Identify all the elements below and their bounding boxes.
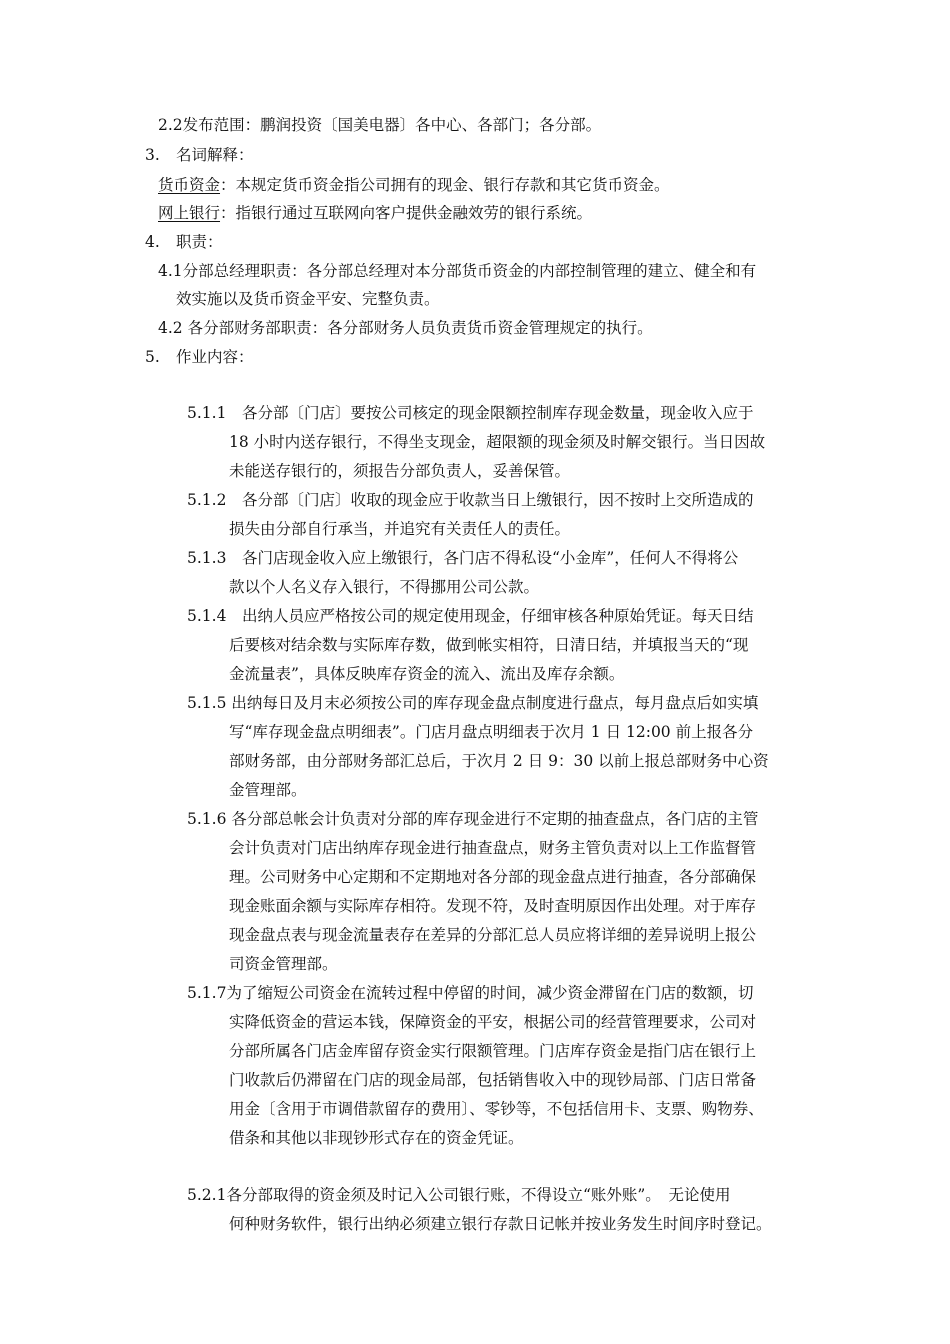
clause-5-1-6-cont: 司资金管理部。 — [229, 955, 338, 973]
clause-5-1-6-cont: 会计负责对门店出纳库存现金进行抽查盘点，财务主管负责对以上工作监督管 — [229, 839, 757, 857]
definition-text: ：本规定货币资金指公司拥有的现金、银行存款和其它货币资金。 — [220, 176, 670, 194]
clause-5-1-5: 5.1.5 出纳每日及月末必须按公司的库存现金盘点制度进行盘点，每月盘点后如实填 — [187, 694, 759, 712]
clause-5-1-7-cont: 实降低资金的营运本钱，保障资金的平安，根据公司的经营管理要求，公司对 — [229, 1013, 757, 1031]
clause-5-1-7-cont: 用金〔含用于市调借款留存的费用〕、零钞等，不包括信用卡、支票、购物券、 — [229, 1100, 764, 1118]
paragraph-line: 4.2 各分部财务部职责：各分部财务人员负责货币资金管理规定的执行。 — [158, 319, 653, 337]
clause-5-1-4-cont: 后要核对结余数与实际库存数，做到帐实相符，日清日结，并填报当天的“现 — [229, 636, 749, 654]
scope-line: 2.2发布范围：鹏润投资〔国美电器〕各中心、各部门；各分部。 — [158, 116, 602, 134]
section-4-number: 4. — [145, 233, 160, 251]
clause-5-1-5-cont: 部财务部，由分部财务部汇总后，于次月 2 日 9：30 以前上报总部财务中心资 — [229, 752, 769, 770]
clause-5-1-4-cont: 金流量表”，具体反映库存资金的流入、流出及库存余额。 — [229, 665, 625, 683]
clause-5-1-1-cont: 18 小时内送存银行，不得坐支现金，超限额的现金须及时解交银行。当日因故 — [229, 433, 766, 451]
section-4-heading: 职责： — [176, 233, 223, 251]
clause-5-1-4: 5.1.4 出纳人员应严格按公司的规定使用现金，仔细审核各种原始凭证。每天日结 — [187, 607, 754, 625]
clause-5-1-7: 5.1.7为了缩短公司资金在流转过程中停留的时间，减少资金滞留在门店的数额，切 — [187, 984, 754, 1002]
section-3-heading: 名词解释： — [176, 146, 254, 164]
section-5-number: 5. — [145, 348, 160, 366]
definition-text: ：指银行通过互联网向客户提供金融效劳的银行系统。 — [220, 204, 593, 222]
clause-5-1-6-cont: 理。公司财务中心定期和不定期地对各分部的现金盘点进行抽查，各分部确保 — [229, 868, 757, 886]
clause-5-1-1: 5.1.1 各分部〔门店〕要按公司核定的现金限额控制库存现金数量，现金收入应于 — [187, 404, 754, 422]
definition-term: 网上银行 — [158, 204, 221, 222]
clause-5-1-1-cont: 未能送存银行的，须报告分部负责人，妥善保管。 — [229, 462, 571, 480]
clause-5-1-6: 5.1.6 各分部总帐会计负责对分部的库存现金进行不定期的抽查盘点，各门店的主管 — [187, 810, 759, 828]
definition-online-banking — [158, 201, 592, 225]
clause-5-1-3-cont: 款以个人名义存入银行，不得挪用公司公款。 — [229, 578, 540, 596]
clause-5-2-1: 5.2.1各分部取得的资金须及时记入公司银行账，不得设立“账外账”。 无论使用 — [187, 1186, 731, 1204]
definition-currency-funds — [158, 173, 670, 197]
clause-5-1-6-cont: 现金账面余额与实际库存相符。发现不符，及时查明原因作出处理。对于库存 — [229, 897, 757, 915]
clause-5-1-2-cont: 损失由分部自行承当，并追究有关责任人的责任。 — [229, 520, 571, 538]
definition-term: 货币资金 — [158, 176, 221, 194]
clause-5-1-6-cont: 现金盘点表与现金流量表存在差异的分部汇总人员应将详细的差异说明上报公 — [229, 926, 757, 944]
clause-5-1-7-cont: 门收款后仍滞留在门店的现金局部，包括销售收入中的现钞局部、门店日常备 — [229, 1071, 757, 1089]
section-5-heading: 作业内容： — [176, 348, 254, 366]
clause-5-1-5-cont: 写“库存现金盘点明细表”。门店月盘点明细表于次月 1 日 12:00 前上报各分 — [229, 723, 754, 741]
clause-5-1-2: 5.1.2 各分部〔门店〕收取的现金应于收款当日上缴银行，因不按时上交所造成的 — [187, 491, 754, 509]
clause-5-1-7-cont: 分部所属各门店金库留存资金实行限额管理。门店库存资金是指门店在银行上 — [229, 1042, 757, 1060]
clause-5-1-5-cont: 金管理部。 — [229, 781, 307, 799]
paragraph-line: 效实施以及货币资金平安、完整负责。 — [176, 290, 440, 308]
clause-5-1-7-cont: 借条和其他以非现钞形式存在的资金凭证。 — [229, 1129, 524, 1147]
clause-5-2-1-cont: 何种财务软件，银行出纳必须建立银行存款日记帐并按业务发生时间序时登记。 — [229, 1215, 772, 1233]
section-3-number: 3. — [145, 146, 160, 164]
clause-5-1-3: 5.1.3 各门店现金收入应上缴银行，各门店不得私设“小金库”，任何人不得将公 — [187, 549, 739, 567]
paragraph-line: 4.1分部总经理职责：各分部总经理对本分部货币资金的内部控制管理的建立、健全和有 — [158, 262, 757, 280]
